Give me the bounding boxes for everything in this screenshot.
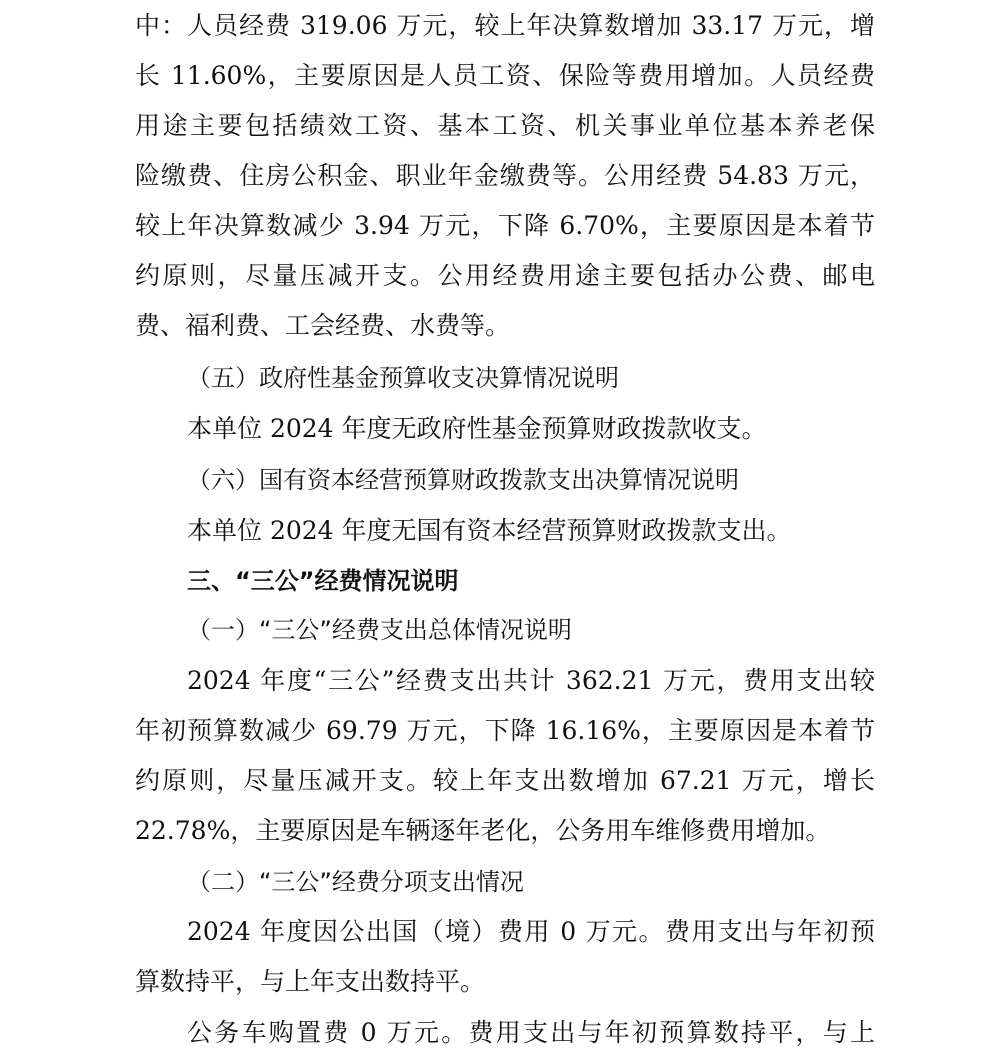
section-heading: （五）政府性基金预算收支决算情况说明 [187, 364, 619, 392]
text-line: 较上年决算数减少 3.94 万元，下降 6.70%，主要原因是本着节 [135, 211, 875, 240]
section-heading: （二）“三公”经费分项支出情况 [187, 868, 524, 896]
section-heading: （一）“三公”经费支出总体情况说明 [187, 616, 572, 644]
text-line: 2024 年度“三公”经费支出共计 362.21 万元，费用支出较 [187, 666, 875, 695]
text-line: 本单位 2024 年度无国有资本经营预算财政拨款支出。 [187, 516, 792, 545]
text-line: 长 11.60%，主要原因是人员工资、保险等费用增加。人员经费 [135, 61, 875, 90]
text-line: 公务车购置费 0 万元。费用支出与年初预算数持平，与上 [187, 1018, 875, 1047]
text-line: 年初预算数减少 69.79 万元，下降 16.16%，主要原因是本着节 [135, 716, 875, 745]
text-line: 中：人员经费 319.06 万元，较上年决算数增加 33.17 万元，增 [135, 11, 875, 40]
text-line: 本单位 2024 年度无政府性基金预算财政拨款收支。 [187, 414, 767, 443]
text-line: 算数持平，与上年支出数持平。 [135, 967, 486, 996]
text-line: 2024 年度因公出国（境）费用 0 万元。费用支出与年初预 [187, 917, 875, 946]
section-heading: （六）国有资本经营预算财政拨款支出决算情况说明 [187, 466, 739, 494]
text-line: 约原则，尽量压减开支。公用经费用途主要包括办公费、邮电 [135, 261, 875, 290]
major-section-heading: 三、“三公”经费情况说明 [187, 567, 459, 595]
text-line: 22.78%，主要原因是车辆逐年老化，公务用车维修费用增加。 [135, 816, 831, 845]
text-line: 险缴费、住房公积金、职业年金缴费等。公用经费 54.83 万元， [135, 161, 875, 190]
text-line: 费、福利费、工会经费、水费等。 [135, 311, 511, 340]
text-line: 约原则，尽量压减开支。较上年支出数增加 67.21 万元，增长 [135, 766, 875, 795]
text-line: 用途主要包括绩效工资、基本工资、机关事业单位基本养老保 [135, 111, 875, 140]
